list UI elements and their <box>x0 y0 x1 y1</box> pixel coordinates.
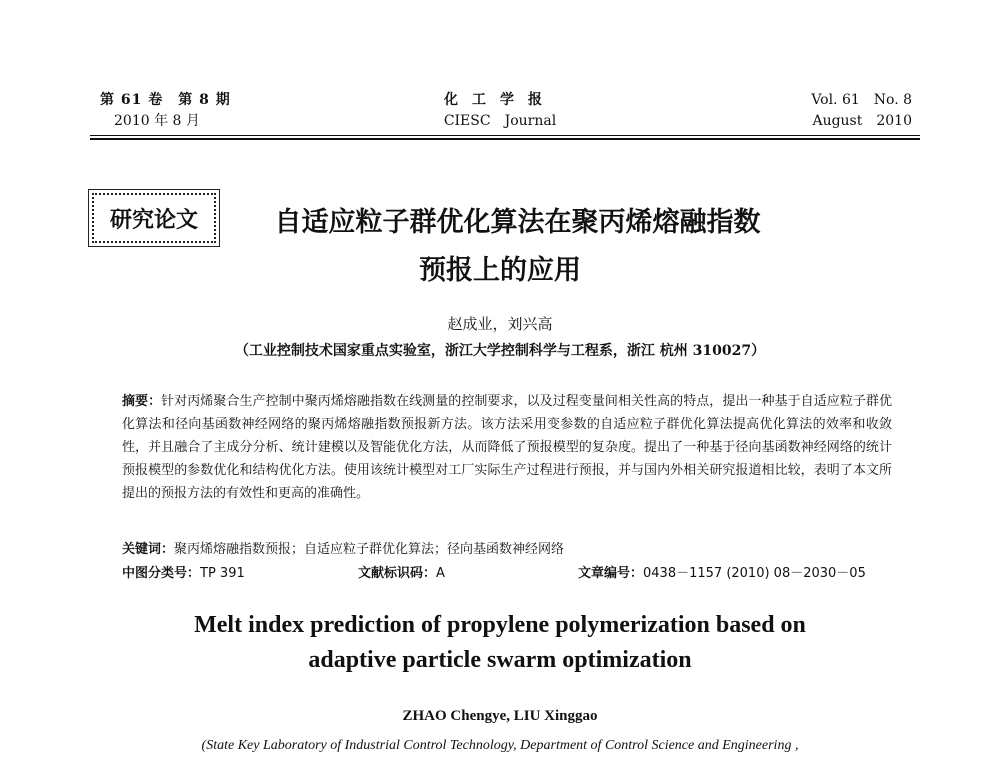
section-badge: 研究论文 <box>92 193 216 243</box>
header-right <box>811 90 912 132</box>
classification-row <box>122 562 892 581</box>
doc-value: A <box>436 566 445 581</box>
abstract <box>122 390 892 505</box>
keywords-label: 关键词： <box>122 542 175 557</box>
journal-name-en: CIESC Journal <box>443 113 557 129</box>
clc-label: 中图分类号： <box>122 566 201 581</box>
header-rule-thick <box>90 138 920 140</box>
journal-name-cn: 化工学报 <box>444 92 556 108</box>
authors-cn: 赵成业，刘兴高 <box>447 315 553 333</box>
header-rule-thin <box>90 135 920 136</box>
volume-issue-en: Vol. 61 No. 8 <box>811 92 912 108</box>
doc-code <box>358 562 578 581</box>
keywords-text: 聚丙烯熔融指数预报；自适应粒子群优化算法；径向基函数神经网络 <box>174 542 565 557</box>
doc-label: 文献标识码： <box>358 566 437 581</box>
date-cn: 2010 年 8 月 <box>114 113 200 129</box>
title-en-line2: adaptive particle swarm optimization <box>308 647 692 673</box>
article-label: 文章编号： <box>578 566 644 581</box>
clc-value: TP 391 <box>200 566 245 581</box>
article-number <box>578 562 866 581</box>
affiliation-en: (State Key Laboratory of Industrial Control Technology, Department of Control Science and Engineering , <box>201 738 799 753</box>
abstract-text: 针对丙烯聚合生产控制中聚丙烯熔融指数在线测量的控制要求，以及过程变量间相关性高的特点，提出一种基于自适应粒子群优化算法和径向基函数神经网络的聚丙烯熔融指数预报新方法。该方法采用变参数的自适应粒子群优化算法提高优化算法的效率和收敛性，并且融合了主成分分析、统计建模以及智能优化方法，从而降低了预报模型的复杂度。提出了一种基于径向基函数神经网络的统计预报模型的参数优化和结构优化方法。使用该统计模型对工厂实际生产过程进行预报，并与国内外相关研究报道相比较，表明了本文所提出的预报方法的有效性和更高的准确性。 <box>122 394 892 501</box>
volume-issue-cn: 第 61 卷 第 8 期 <box>100 92 231 108</box>
title-cn-line2: 预报上的应用 <box>419 255 581 286</box>
date-en: August 2010 <box>812 113 912 129</box>
title-en-line1: Melt index prediction of propylene polymerization based on <box>194 612 806 638</box>
title-cn-line1: 自适应粒子群优化算法在聚丙烯熔融指数 <box>274 207 761 238</box>
keywords <box>122 538 892 557</box>
article-value: 0438－1157 (2010) 08－2030－05 <box>643 566 866 581</box>
clc-number <box>122 562 358 581</box>
authors-en: ZHAO Chengye, LIU Xinggao <box>402 708 598 724</box>
affiliation-cn: （工业控制技术国家重点实验室，浙江大学控制科学与工程系，浙江 杭州 310027） <box>234 343 766 359</box>
abstract-label: 摘要： <box>122 394 162 409</box>
